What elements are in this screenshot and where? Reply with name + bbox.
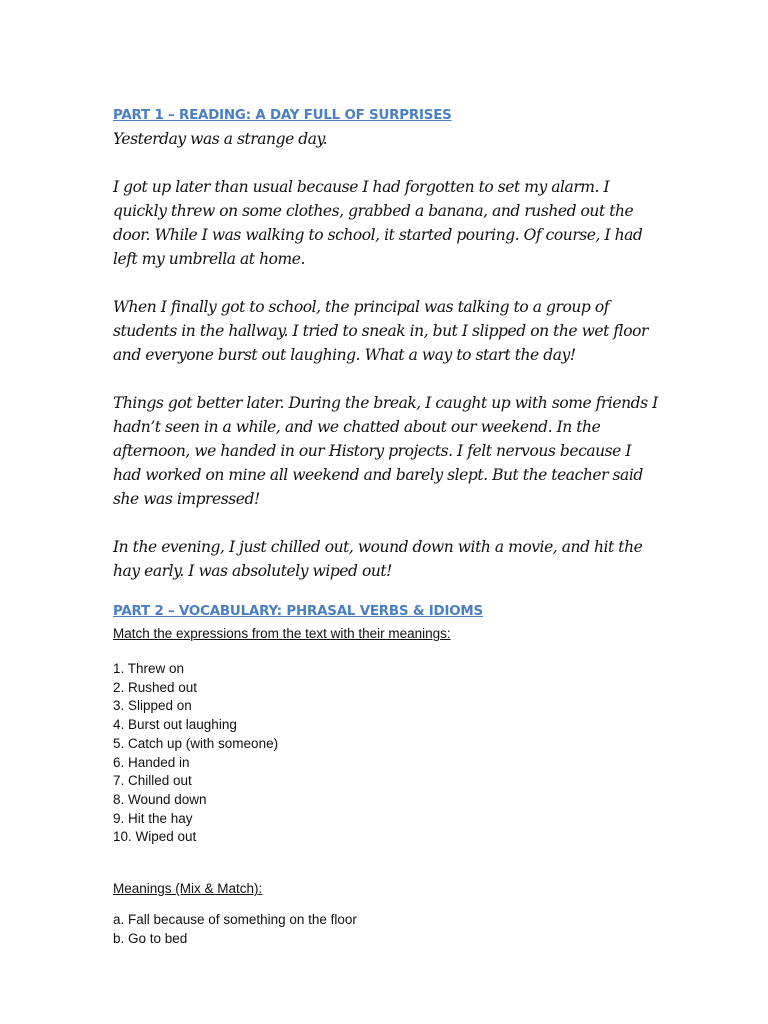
list-item: a. Fall because of something on the floor	[113, 912, 357, 928]
expression-list	[113, 660, 658, 847]
list-item: 2. Rushed out	[113, 679, 198, 695]
meanings-label: Meanings (Mix & Match):	[113, 881, 263, 897]
list-item: 1. Threw on	[113, 661, 185, 676]
list-item: 10. Wiped out	[113, 829, 197, 845]
list-item: 8. Wound down	[113, 791, 207, 807]
paragraph-5: In the evening, I just chilled out, wound down with a movie, and hit the hay early. I was absolutely wiped out!	[113, 538, 643, 580]
meaning-list	[113, 911, 658, 948]
list-item: 6. Handed in	[113, 754, 190, 770]
paragraph-2: I got up later than usual because I had forgotten to set my alarm. I quickly threw on some clothes, grabbed a banana, and rushed out the door. While I was walking to school, it started pouring. Of course, I had left my umbrella at home.	[113, 178, 643, 268]
instruction: Match the expressions from the text with their meanings:	[113, 626, 451, 641]
list-item: 4. Burst out laughing	[113, 717, 237, 733]
part1-heading: PART 1 – READING: A DAY FULL OF SURPRISES	[113, 108, 452, 123]
list-item: 5. Catch up (with someone)	[113, 735, 279, 751]
part2-heading: PART 2 – VOCABULARY: PHRASAL VERBS & IDIOMS	[113, 604, 483, 619]
list-item: 7. Chilled out	[113, 773, 192, 789]
paragraph-1: Yesterday was a strange day.	[113, 130, 328, 148]
reading-text	[113, 127, 658, 583]
paragraph-4: Things got better later. During the break, I caught up with some friends I hadn’t seen in a while, and we chatted about our weekend. In the afternoon, we handed in our History projects. I felt nervous because I had worked on mine all weekend and barely slept. But the teacher said she was impressed!	[113, 394, 658, 508]
part2-section	[113, 601, 658, 948]
list-item: b. Go to bed	[113, 930, 188, 946]
document-page	[113, 105, 658, 948]
list-item: 3. Slipped on	[113, 698, 192, 714]
list-item: 9. Hit the hay	[113, 810, 193, 826]
paragraph-3: When I finally got to school, the principal was talking to a group of students in the hallway. I tried to sneak in, but I slipped on the wet floor and everyone burst out laughing. What a way to start the day!	[113, 298, 648, 364]
